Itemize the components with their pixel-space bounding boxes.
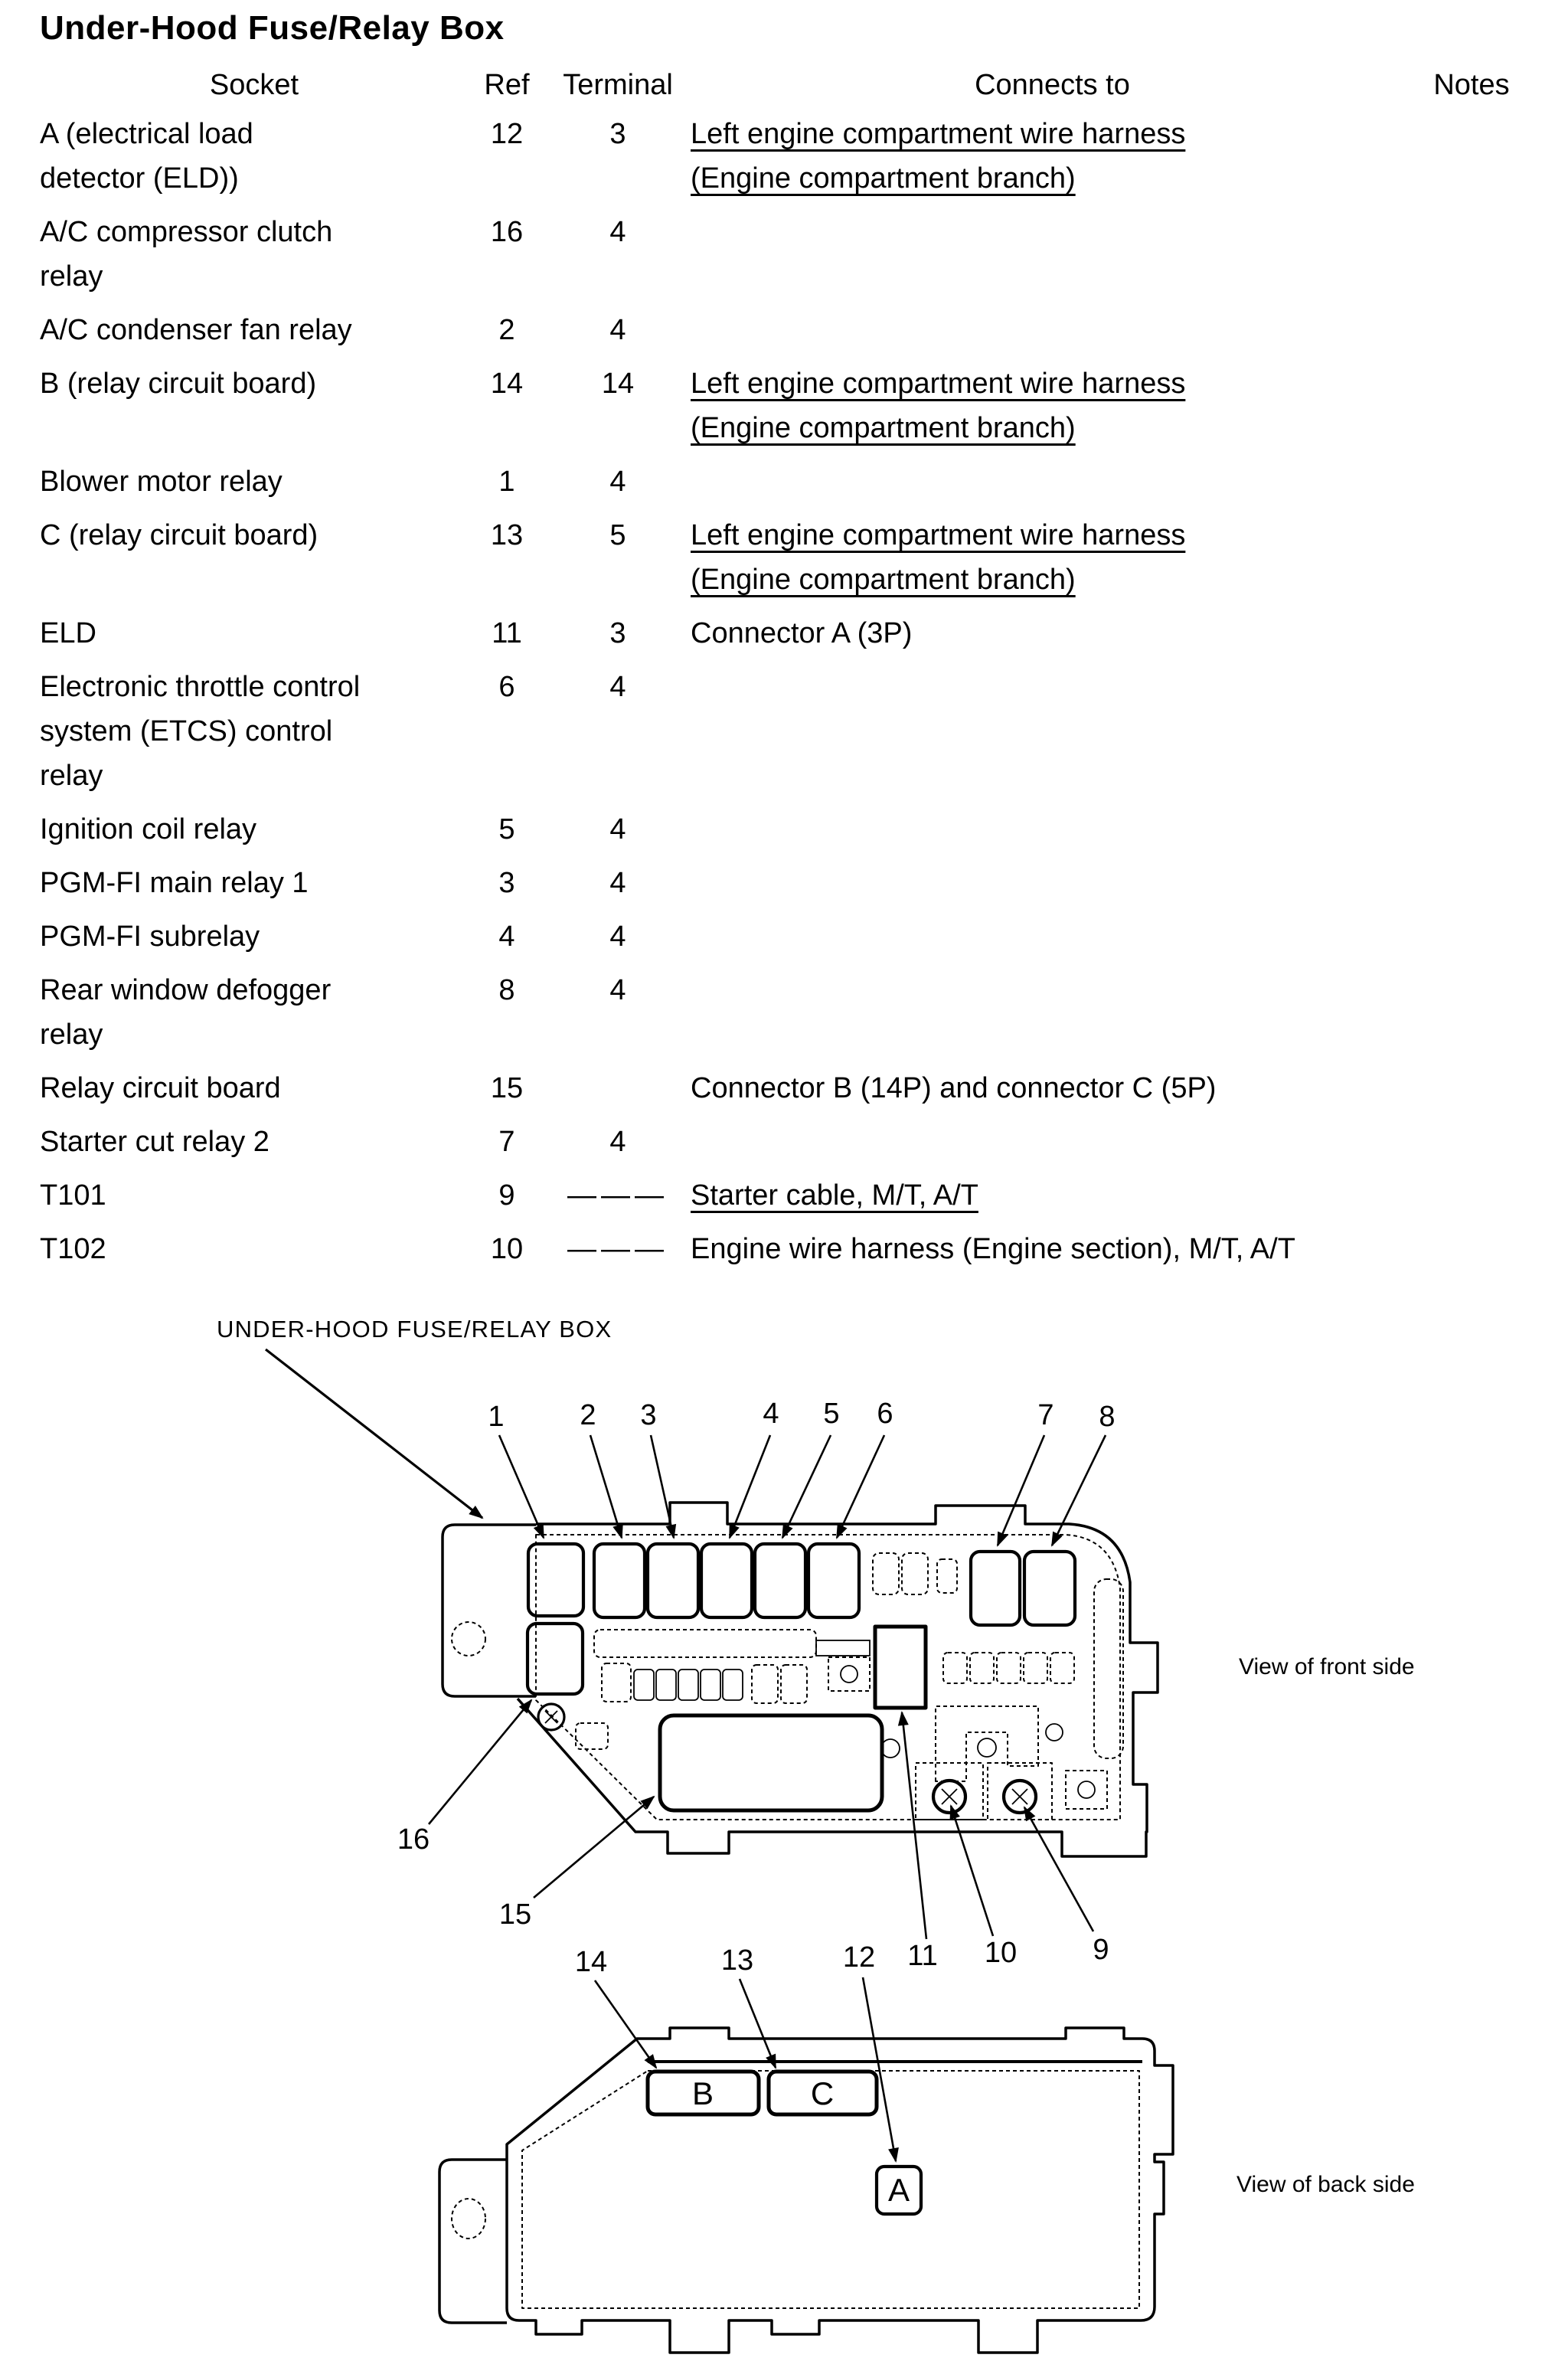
fuse-slot — [701, 1670, 720, 1700]
ref-cell: 1 — [498, 466, 515, 498]
callout-16: 16 — [397, 1823, 430, 1856]
connects-cell: Left engine compartment wire harness (Engine compartment branch) — [691, 368, 1186, 444]
callout-arrow-6 — [837, 1435, 884, 1538]
fuse-slot — [781, 1665, 807, 1703]
callout-3: 3 — [640, 1399, 657, 1431]
callout-arrow-10 — [951, 1806, 993, 1936]
fuse-slot — [873, 1553, 899, 1594]
terminal-cell: 4 — [609, 867, 626, 899]
socket-cell: Rear window defogger relay — [40, 974, 332, 1051]
fuse-slot — [723, 1670, 743, 1700]
callout-5: 5 — [823, 1398, 840, 1430]
strip-tab — [816, 1640, 870, 1656]
front-bracket-hole — [452, 1622, 485, 1656]
diagram-box-label: UNDER-HOOD FUSE/RELAY BOX — [217, 1316, 612, 1342]
callout-arrow-14 — [595, 1980, 656, 2068]
callout-arrow-3 — [651, 1435, 674, 1538]
terminal-cell: 4 — [609, 1126, 626, 1158]
ref-cell: 11 — [492, 617, 522, 649]
table-row — [40, 1173, 1531, 1218]
connects-cell: Left engine compartment wire harness (Engine compartment branch) — [691, 519, 1186, 596]
terminal-cell: ——— — [567, 1179, 668, 1212]
connector-c-label: C — [810, 2075, 835, 2111]
callout-arrow-4 — [730, 1435, 770, 1538]
back-view-caption: View of back side — [1236, 2172, 1415, 2197]
ref-cell: 9 — [498, 1179, 515, 1212]
ref-cell: 14 — [490, 368, 524, 400]
ref-cell: 7 — [498, 1126, 515, 1158]
screw-hole-icon — [1078, 1781, 1095, 1798]
relay-socket-4 — [701, 1544, 752, 1617]
connector-block-11 — [875, 1627, 926, 1708]
screw-plate — [1066, 1771, 1107, 1809]
header-ref: Ref — [484, 69, 530, 101]
callout-13: 13 — [720, 1944, 754, 1977]
callout-arrow-5 — [782, 1435, 831, 1538]
screw-x-icon — [942, 1789, 957, 1804]
fuse-slot — [1024, 1653, 1047, 1683]
callout-7: 7 — [1037, 1399, 1054, 1431]
socket-cell: Relay circuit board — [40, 1072, 281, 1104]
table-row — [40, 112, 1531, 201]
socket-cell: T101 — [40, 1179, 106, 1212]
ref-cell: 2 — [498, 314, 515, 346]
fuse-slot — [937, 1559, 957, 1593]
ref-cell: 6 — [498, 671, 515, 703]
callout-15: 15 — [498, 1898, 532, 1931]
fuse-slot — [970, 1653, 994, 1683]
ref-cell: 5 — [498, 813, 515, 845]
fuse-box-diagrams — [0, 1302, 1568, 2371]
header-terminal: Terminal — [563, 69, 673, 101]
callout-1: 1 — [488, 1401, 505, 1433]
connects-cell: Left engine compartment wire harness (Engine compartment branch) — [691, 118, 1186, 195]
terminal-cell: 14 — [601, 368, 635, 400]
fuse-slot — [1050, 1653, 1074, 1683]
callout-11: 11 — [907, 1940, 938, 1972]
relay-socket-7 — [971, 1552, 1020, 1625]
relay-block-15 — [660, 1715, 882, 1810]
callout-arrow-16 — [429, 1700, 531, 1824]
box-label-arrow — [266, 1349, 482, 1518]
socket-cell: A/C compressor clutch relay — [40, 216, 333, 293]
callout-10: 10 — [984, 1937, 1018, 1969]
page-title: Under-Hood Fuse/Relay Box — [40, 9, 505, 47]
terminal-plate-10 — [916, 1763, 983, 1820]
table-row — [40, 611, 1531, 656]
terminal-cell: 4 — [609, 921, 626, 953]
socket-cell: T102 — [40, 1233, 106, 1265]
connects-cell: Engine wire harness (Engine section), M/T, A/T — [691, 1233, 1295, 1265]
front-box-inner-outline — [536, 1535, 1120, 1820]
terminal-cell: ——— — [567, 1233, 668, 1265]
table-row — [40, 1227, 1531, 1271]
terminal-cell: 4 — [609, 466, 626, 498]
screw-hole-icon — [978, 1738, 996, 1757]
callout-arrow-2 — [590, 1435, 622, 1538]
header-socket: Socket — [209, 69, 299, 101]
ref-cell: 12 — [490, 118, 524, 150]
callout-arrow-11 — [902, 1712, 926, 1939]
front-view-diagram — [266, 1349, 1415, 1972]
callout-2: 2 — [580, 1399, 596, 1431]
screw-hole-icon — [841, 1666, 858, 1683]
screw-x-icon — [545, 1711, 557, 1723]
callout-arrow-15 — [534, 1797, 654, 1898]
callout-9: 9 — [1093, 1934, 1109, 1966]
fuse-slot — [678, 1670, 698, 1700]
socket-cell: PGM-FI main relay 1 — [40, 867, 309, 899]
connector-slot — [1094, 1579, 1123, 1758]
terminal-cell: 5 — [609, 519, 626, 551]
socket-cell: Electronic throttle control system (ETCS) control relay — [40, 671, 361, 792]
fuse-slot — [634, 1670, 654, 1700]
header-connects: Connects to — [975, 69, 1130, 101]
table-row — [40, 968, 1531, 1057]
socket-cell: A/C condenser fan relay — [40, 314, 352, 346]
terminal-cell: 3 — [609, 617, 626, 649]
callout-arrow-8 — [1052, 1435, 1106, 1545]
terminal-plate-9 — [988, 1763, 1052, 1820]
relay-socket-2 — [594, 1544, 645, 1617]
table-row — [40, 1066, 1531, 1110]
ref-cell: 10 — [490, 1233, 524, 1265]
socket-cell: Ignition coil relay — [40, 813, 257, 845]
terminal-cell: 4 — [609, 671, 626, 703]
fuse-relay-table — [40, 63, 1531, 1280]
connects-cell: Connector B (14P) and connector C (5P) — [691, 1072, 1217, 1104]
ref-cell: 16 — [490, 216, 524, 248]
back-left-bracket — [439, 2160, 507, 2323]
table-header-row — [40, 63, 1531, 107]
callout-4: 4 — [763, 1398, 779, 1430]
ref-cell: 8 — [498, 974, 515, 1006]
socket-cell: PGM-FI subrelay — [40, 921, 260, 953]
table-row — [40, 361, 1531, 450]
fuse-slot — [656, 1670, 676, 1700]
front-left-bracket — [443, 1525, 536, 1696]
callout-6: 6 — [877, 1398, 893, 1430]
table-row — [40, 1120, 1531, 1164]
socket-cell: A (electrical load detector (ELD)) — [40, 118, 253, 195]
callout-arrow-1 — [499, 1435, 544, 1538]
table-row — [40, 807, 1531, 852]
relay-socket-3 — [648, 1544, 698, 1617]
screw-plate — [828, 1657, 870, 1691]
terminal-cell: 3 — [609, 118, 626, 150]
back-view-diagram — [439, 1941, 1415, 2353]
table-row — [40, 665, 1531, 798]
socket-cell: Starter cut relay 2 — [40, 1126, 270, 1158]
terminal-cell: 4 — [609, 974, 626, 1006]
relay-socket-8 — [1024, 1552, 1075, 1625]
fuse-slot — [602, 1663, 631, 1702]
socket-cell: B (relay circuit board) — [40, 368, 317, 400]
callout-8: 8 — [1099, 1401, 1116, 1433]
connector-a-label: A — [887, 2172, 910, 2208]
ref-cell: 4 — [498, 921, 515, 953]
front-view-caption: View of front side — [1239, 1654, 1415, 1679]
ref-cell: 3 — [498, 867, 515, 899]
ref-cell: 15 — [490, 1072, 524, 1104]
screw-x-icon — [1012, 1789, 1027, 1804]
relay-socket-6 — [808, 1544, 859, 1617]
screw-hole-icon — [881, 1739, 900, 1758]
socket-cell: ELD — [40, 617, 96, 649]
screw-hole-icon — [1046, 1724, 1063, 1741]
back-bracket-hole — [452, 2199, 485, 2239]
table-row — [40, 513, 1531, 602]
terminal-cell: 4 — [609, 314, 626, 346]
table-row — [40, 459, 1531, 504]
socket-cell: Blower motor relay — [40, 466, 283, 498]
callout-arrow-7 — [998, 1435, 1044, 1545]
relay-socket-5 — [755, 1544, 805, 1617]
ref-cell: 13 — [490, 519, 524, 551]
fuse-slot — [997, 1653, 1021, 1683]
fuse-slot — [943, 1653, 967, 1683]
connects-cell: Starter cable, M/T, A/T — [691, 1179, 978, 1212]
table-row — [40, 861, 1531, 905]
fuse-slot — [902, 1553, 928, 1594]
connector-b-label: B — [691, 2075, 714, 2111]
table-row — [40, 308, 1531, 352]
callout-arrow-9 — [1024, 1807, 1093, 1931]
callout-arrow-12 — [863, 1977, 896, 2161]
table-row — [40, 210, 1531, 299]
callout-14: 14 — [574, 1946, 608, 1978]
terminal-cell: 4 — [609, 813, 626, 845]
socket-cell: C (relay circuit board) — [40, 519, 318, 551]
back-box-outline — [507, 2028, 1173, 2353]
front-box-outline — [518, 1503, 1158, 1856]
callout-arrow-13 — [740, 1979, 776, 2068]
connects-cell: Connector A (3P) — [691, 617, 913, 649]
fuse-slot — [752, 1665, 778, 1703]
table-row — [40, 914, 1531, 959]
terminal-cell: 4 — [609, 216, 626, 248]
fuse-strip — [594, 1630, 816, 1657]
header-notes: Notes — [1433, 69, 1510, 101]
callout-12: 12 — [842, 1941, 876, 1974]
